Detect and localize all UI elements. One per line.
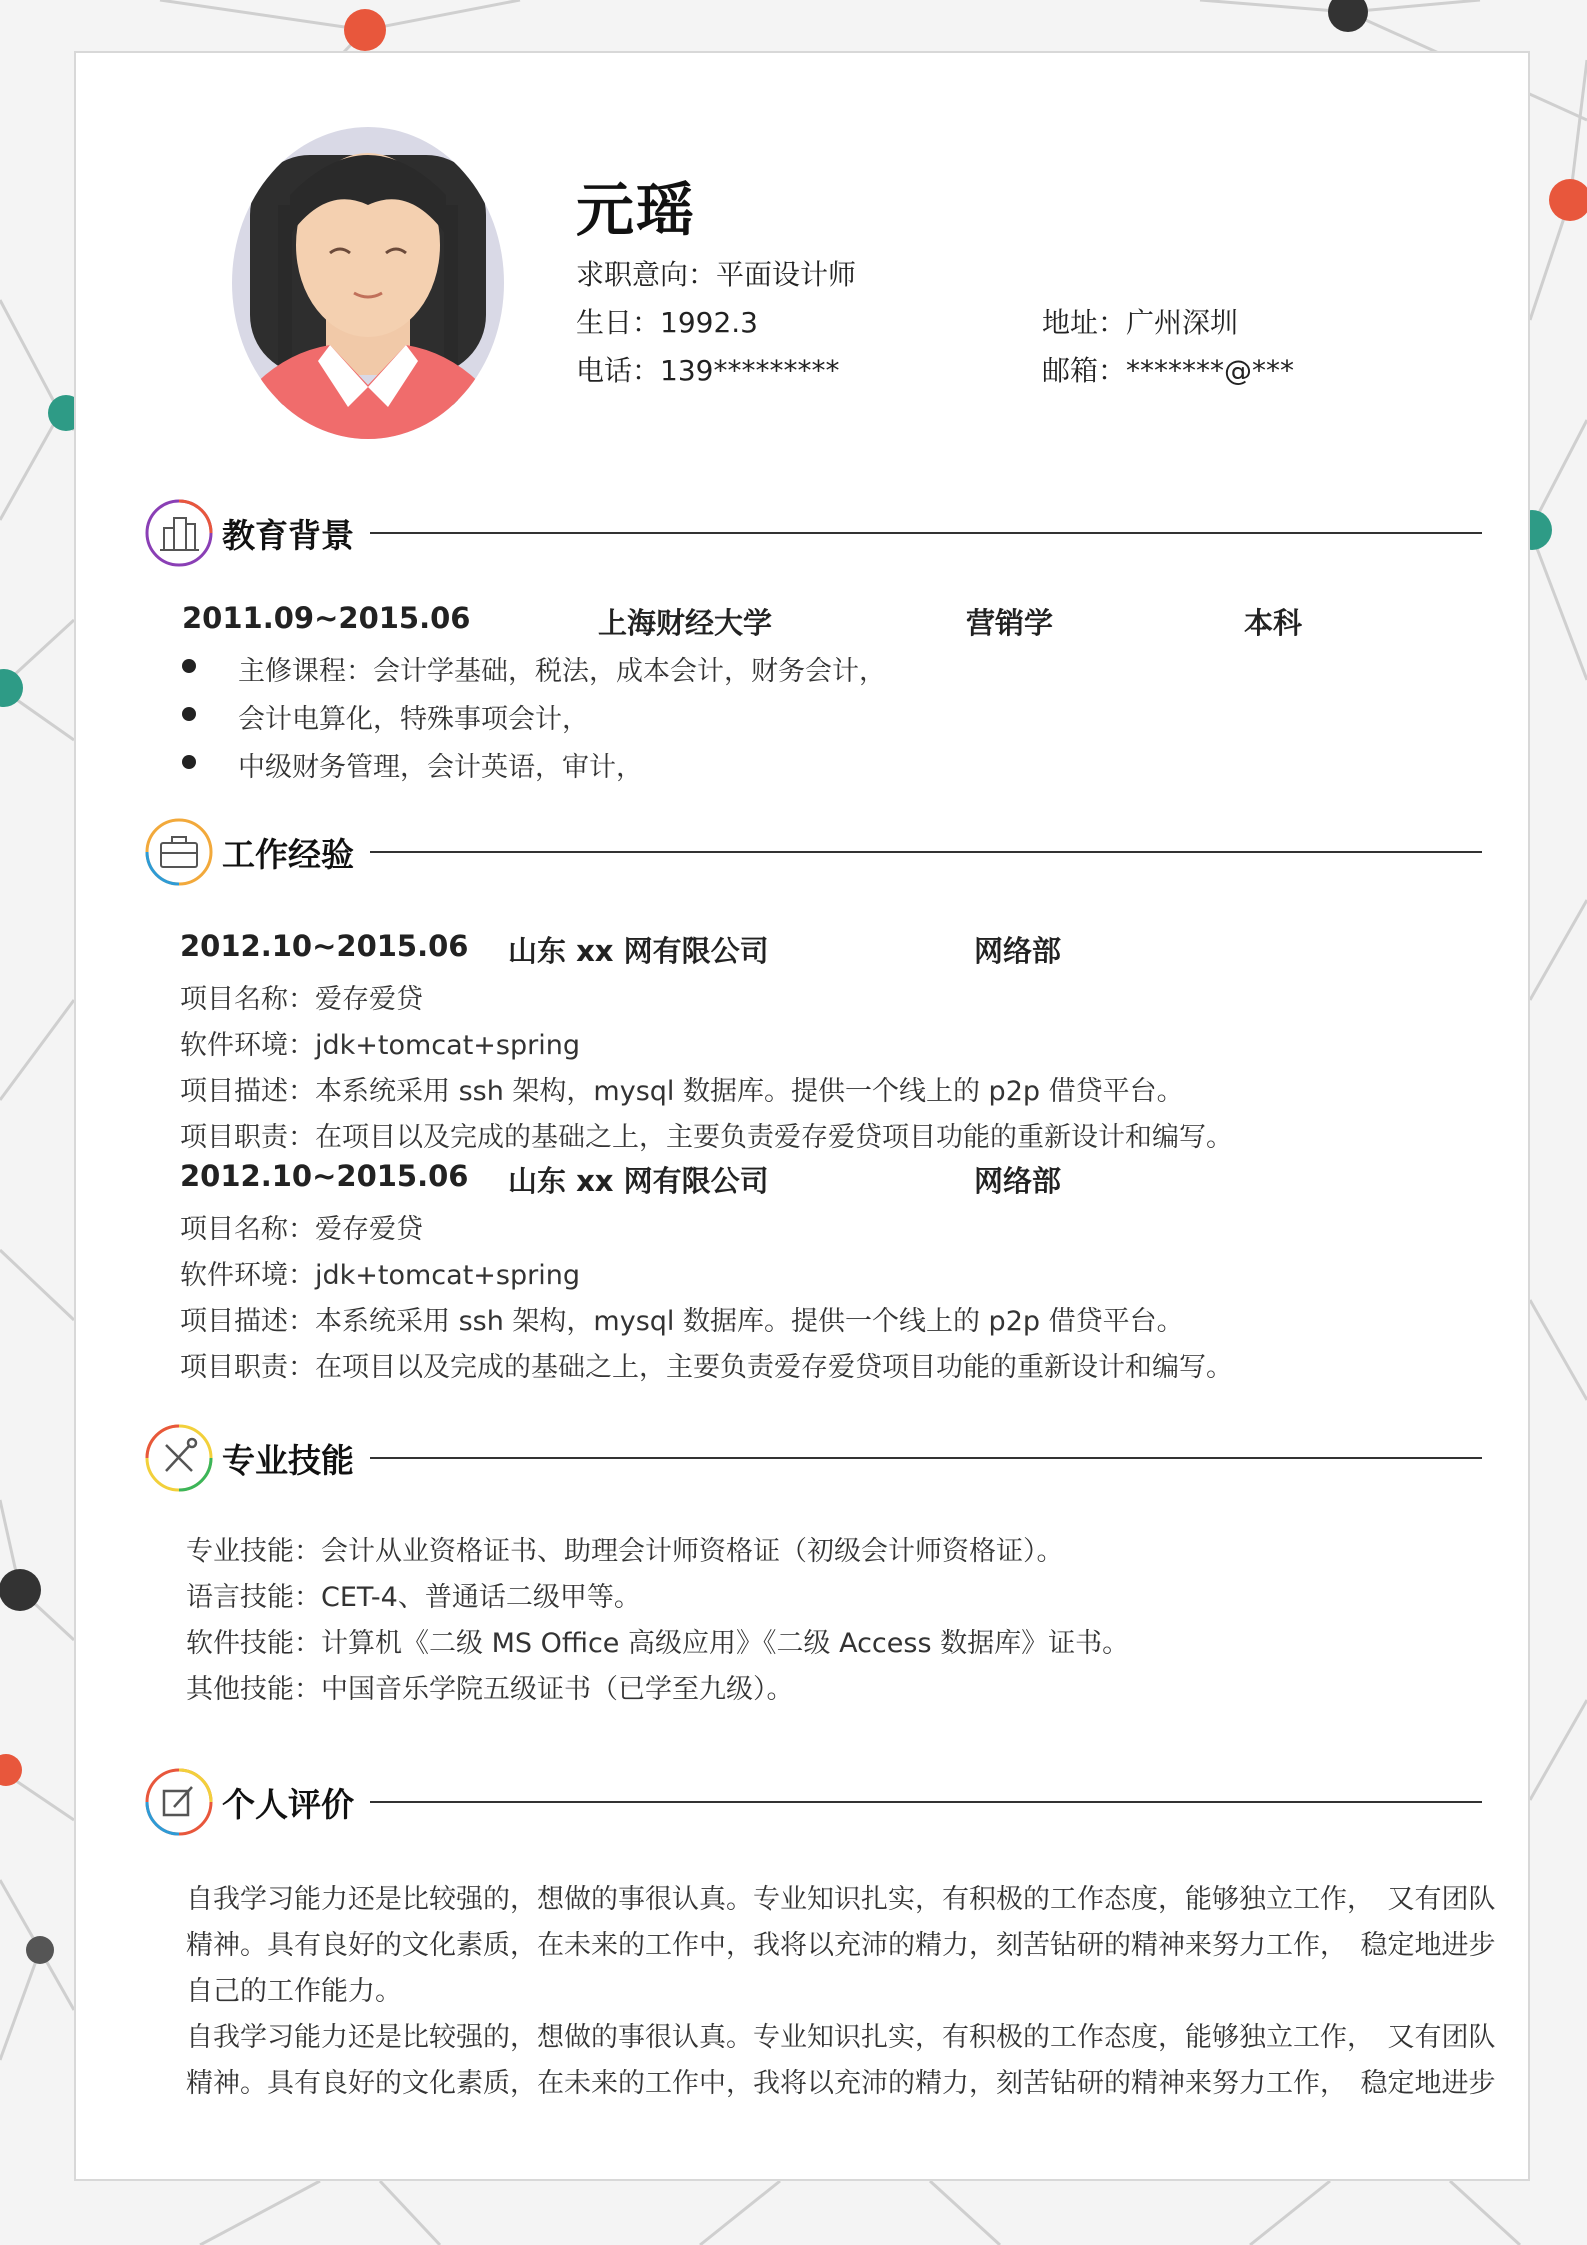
avatar	[230, 125, 506, 441]
network-dot	[1549, 179, 1587, 221]
briefcase-icon	[144, 817, 214, 887]
section-education-title: 教育背景	[222, 515, 354, 555]
evaluation-line: 精神。具有良好的文化素质，在未来的工作中，我将以充沛的精力，刻苦钻研的精神来努力工作， 稳定地进步	[186, 1930, 1496, 1961]
work-line: 项目名称：爱存爱贷	[180, 1214, 423, 1245]
education-degree: 本科	[1244, 606, 1303, 640]
network-dot	[26, 1936, 54, 1964]
work-line: 软件环境：jdk+tomcat+spring	[180, 1260, 580, 1291]
divider	[370, 532, 1482, 534]
work-line: 项目职责：在项目以及完成的基础之上，主要负责爱存爱贷项目功能的重新设计和编写。	[180, 1122, 1233, 1153]
work-department: 网络部	[974, 934, 1062, 968]
list-item: 中级财务管理，会计英语，审计，	[238, 752, 643, 783]
resume-page	[74, 51, 1530, 2181]
bullet	[182, 707, 196, 721]
evaluation-line: 自我学习能力还是比较强的，想做的事很认真。专业知识扎实，有积极的工作态度，能够独立工作， 又有团队	[186, 2022, 1496, 2053]
section-work-title: 工作经验	[222, 834, 354, 874]
tools-icon	[144, 1423, 214, 1493]
work-company: 山东 xx 网有限公司	[508, 934, 769, 968]
bullet	[182, 659, 196, 673]
work-line: 项目描述：本系统采用 ssh 架构，mysql 数据库。提供一个线上的 p2p 借贷平台。	[180, 1306, 1184, 1337]
section-skills-title: 专业技能	[222, 1440, 354, 1480]
skill-line: 语言技能：CET-4、普通话二级甲等。	[186, 1582, 641, 1613]
job-intent: 求职意向：平面设计师	[576, 258, 857, 291]
education-major: 营销学	[966, 606, 1054, 640]
education-period: 2011.09~2015.06	[182, 601, 471, 635]
work-company: 山东 xx 网有限公司	[508, 1164, 769, 1198]
section-skills-header	[144, 1423, 1482, 1493]
section-education-header	[144, 498, 1482, 568]
section-evaluation-header	[144, 1767, 1482, 1837]
evaluation-line: 自己的工作能力。	[186, 1976, 402, 2007]
work-period: 2012.10~2015.06	[180, 1159, 469, 1193]
address: 地址：广州深圳	[1042, 306, 1239, 339]
work-line: 项目描述：本系统采用 ssh 架构，mysql 数据库。提供一个线上的 p2p 借贷平台。	[180, 1076, 1184, 1107]
skill-line: 软件技能：计算机《二级 MS Office 高级应用》《二级 Access 数据库》证书。	[186, 1628, 1130, 1659]
divider	[370, 1801, 1482, 1803]
education-school: 上海财经大学	[598, 606, 773, 640]
bullet	[182, 755, 196, 769]
candidate-name: 元瑶	[576, 176, 697, 244]
work-line: 项目名称：爱存爱贷	[180, 984, 423, 1015]
birthday: 生日：1992.3	[576, 306, 758, 339]
skill-line: 其他技能：中国音乐学院五级证书（已学至九级）。	[186, 1674, 794, 1705]
list-item: 会计电算化，特殊事项会计，	[238, 704, 589, 735]
list-item: 主修课程：会计学基础，税法，成本会计，财务会计，	[238, 656, 886, 687]
network-dot	[344, 9, 386, 51]
work-period: 2012.10~2015.06	[180, 929, 469, 963]
evaluation-line: 精神。具有良好的文化素质，在未来的工作中，我将以充沛的精力，刻苦钻研的精神来努力工作， 稳定地进步	[186, 2068, 1496, 2099]
email: 邮箱：*******@***	[1042, 354, 1295, 387]
phone: 电话：139*********	[576, 354, 840, 387]
work-line: 项目职责：在项目以及完成的基础之上，主要负责爱存爱贷项目功能的重新设计和编写。	[180, 1352, 1233, 1383]
network-dot	[0, 1569, 41, 1611]
work-department: 网络部	[974, 1164, 1062, 1198]
divider	[370, 1457, 1482, 1459]
evaluation-line: 自我学习能力还是比较强的，想做的事很认真。专业知识扎实，有积极的工作态度，能够独立工作， 又有团队	[186, 1884, 1496, 1915]
skill-line: 专业技能：会计从业资格证书、助理会计师资格证（初级会计师资格证）。	[186, 1536, 1064, 1567]
work-line: 软件环境：jdk+tomcat+spring	[180, 1030, 580, 1061]
divider	[370, 851, 1482, 853]
section-evaluation-title: 个人评价	[222, 1784, 354, 1824]
network-dot	[1328, 0, 1368, 32]
section-work-header	[144, 817, 1482, 887]
building-icon	[144, 498, 214, 568]
edit-icon	[144, 1767, 214, 1837]
